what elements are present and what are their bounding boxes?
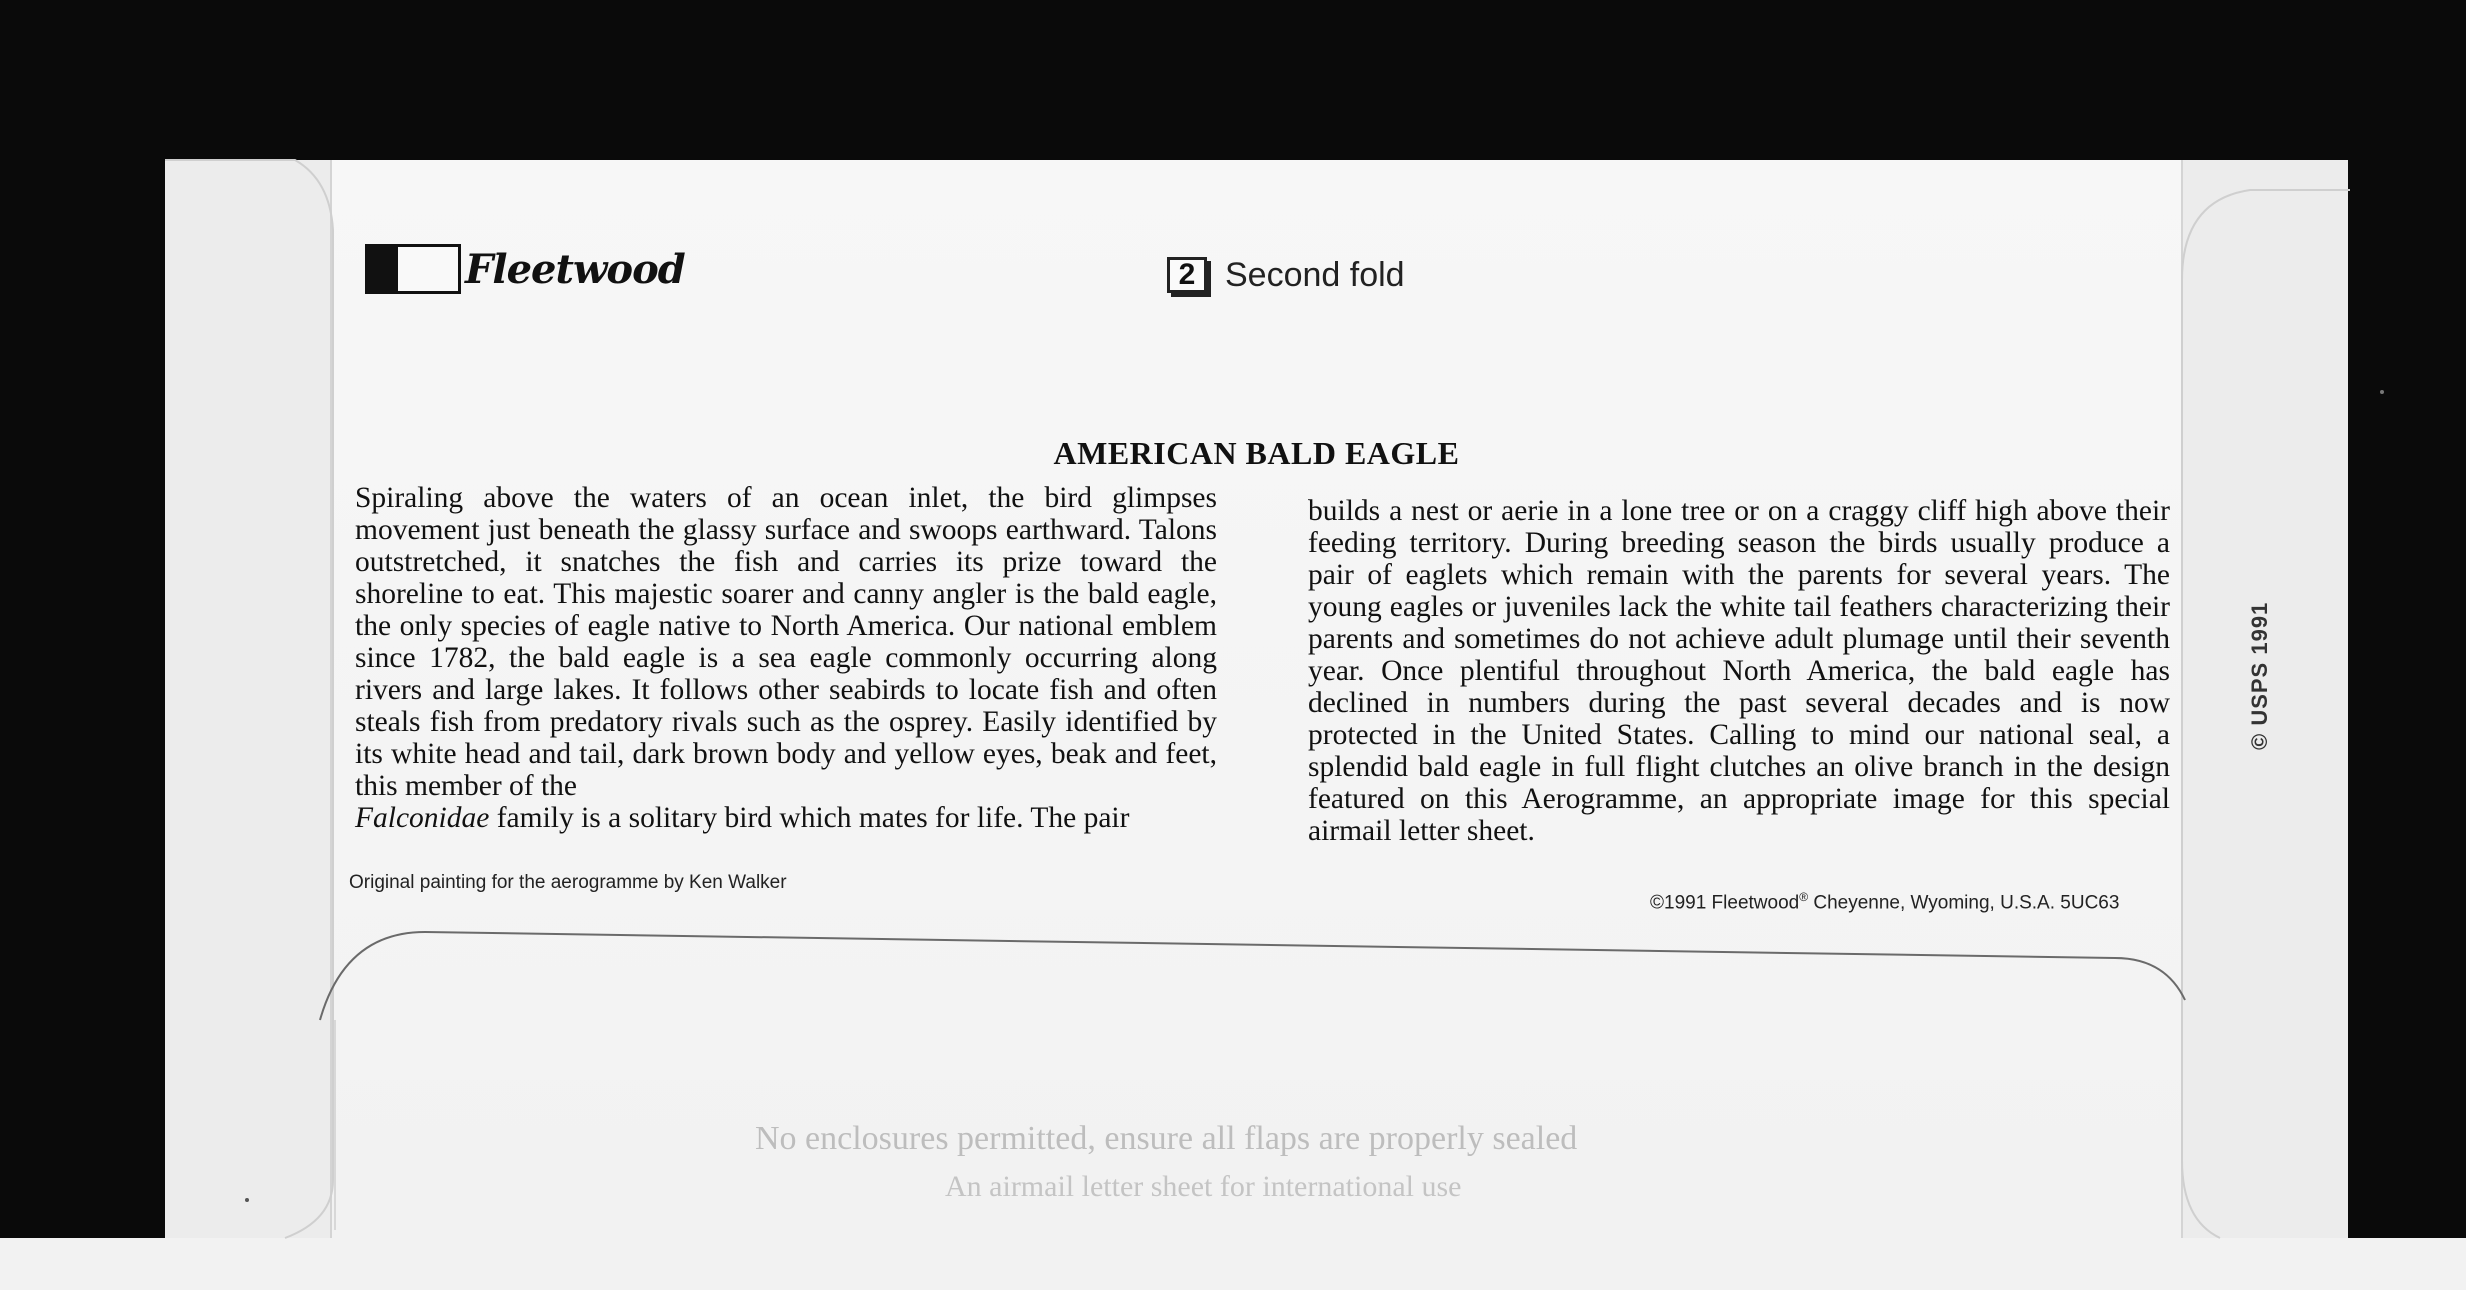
logo-text: Fleetwood (465, 246, 685, 293)
painting-credit: Original painting for the aerogramme by Ken Walker (349, 872, 787, 893)
dust-speck (245, 1198, 249, 1202)
copyright-line (1650, 890, 2119, 914)
fold-number-badge: 2 (1167, 257, 1207, 293)
dust-speck (2380, 390, 2384, 394)
right-column-paragraph: builds a nest or aerie in a lone tree or on a craggy cliff high above their feeding territory. During breeding season the birds usually produce a pair of eaglets which remain with the parents for several years. The young eagles or juveniles lack the white tail feathers characterizing their parents and sometimes do not achieve adult plumage until their seventh year. Once plentiful throughout North America, the bald eagle has declined in numbers during the past several decades and is now protected in the United States. Calling to mind our national seal, a splendid bald eagle in full flight clutches an olive branch in the design featured on this Aerogramme, an appropriate image for this special airmail letter sheet. (1308, 495, 2170, 847)
usps-copyright-vertical: © USPS 1991 (2247, 601, 2272, 750)
copyright-suffix: Cheyenne, Wyoming, U.S.A. 5UC63 (1808, 892, 2120, 914)
article-right-column (1308, 495, 2170, 847)
show-through-text-1: No enclosures permitted, ensure all flaps are properly sealed (755, 1120, 1578, 1157)
left-column-italic-term: Falconidae (355, 802, 490, 834)
aerogramme-sheet (165, 160, 2348, 1238)
left-column-text-end: family is a solitary bird which mates for life. The pair (489, 802, 1130, 834)
table-surface (0, 1238, 2466, 1290)
copyright-prefix: ©1991 Fleetwood (1650, 892, 1800, 914)
registered-mark: ® (1799, 890, 1809, 904)
fold-instruction (1167, 252, 1405, 298)
left-column-paragraph (355, 482, 1217, 834)
logo-box (365, 244, 461, 294)
show-through-text-2: An airmail letter sheet for international use (945, 1170, 1462, 1203)
fleetwood-logo (365, 244, 685, 300)
left-column-text: Spiraling above the waters of an ocean inlet, the bird glimpses movement just beneath the glassy surface and swoops earthward. Talons outstretched, it snatches the fish and carries its prize toward the shoreline to eat. This majestic soarer and canny angler is the bald eagle, the only species of eagle native to North America. Our national emblem since 1782, the bald eagle is a sea eagle commonly occurring along rivers and large lakes. It follows other seabirds to locate fish and often steals fish from predatory rivals such as the osprey. Easily identified by its white head and tail, dark brown body and yellow eyes, beak and feet, this member of the (355, 482, 1217, 802)
fold-label-text: Second fold (1225, 255, 1405, 294)
article-left-column (355, 482, 1217, 834)
article-title: AMERICAN BALD EAGLE (1053, 435, 1460, 471)
logo-box-fill (368, 247, 398, 291)
